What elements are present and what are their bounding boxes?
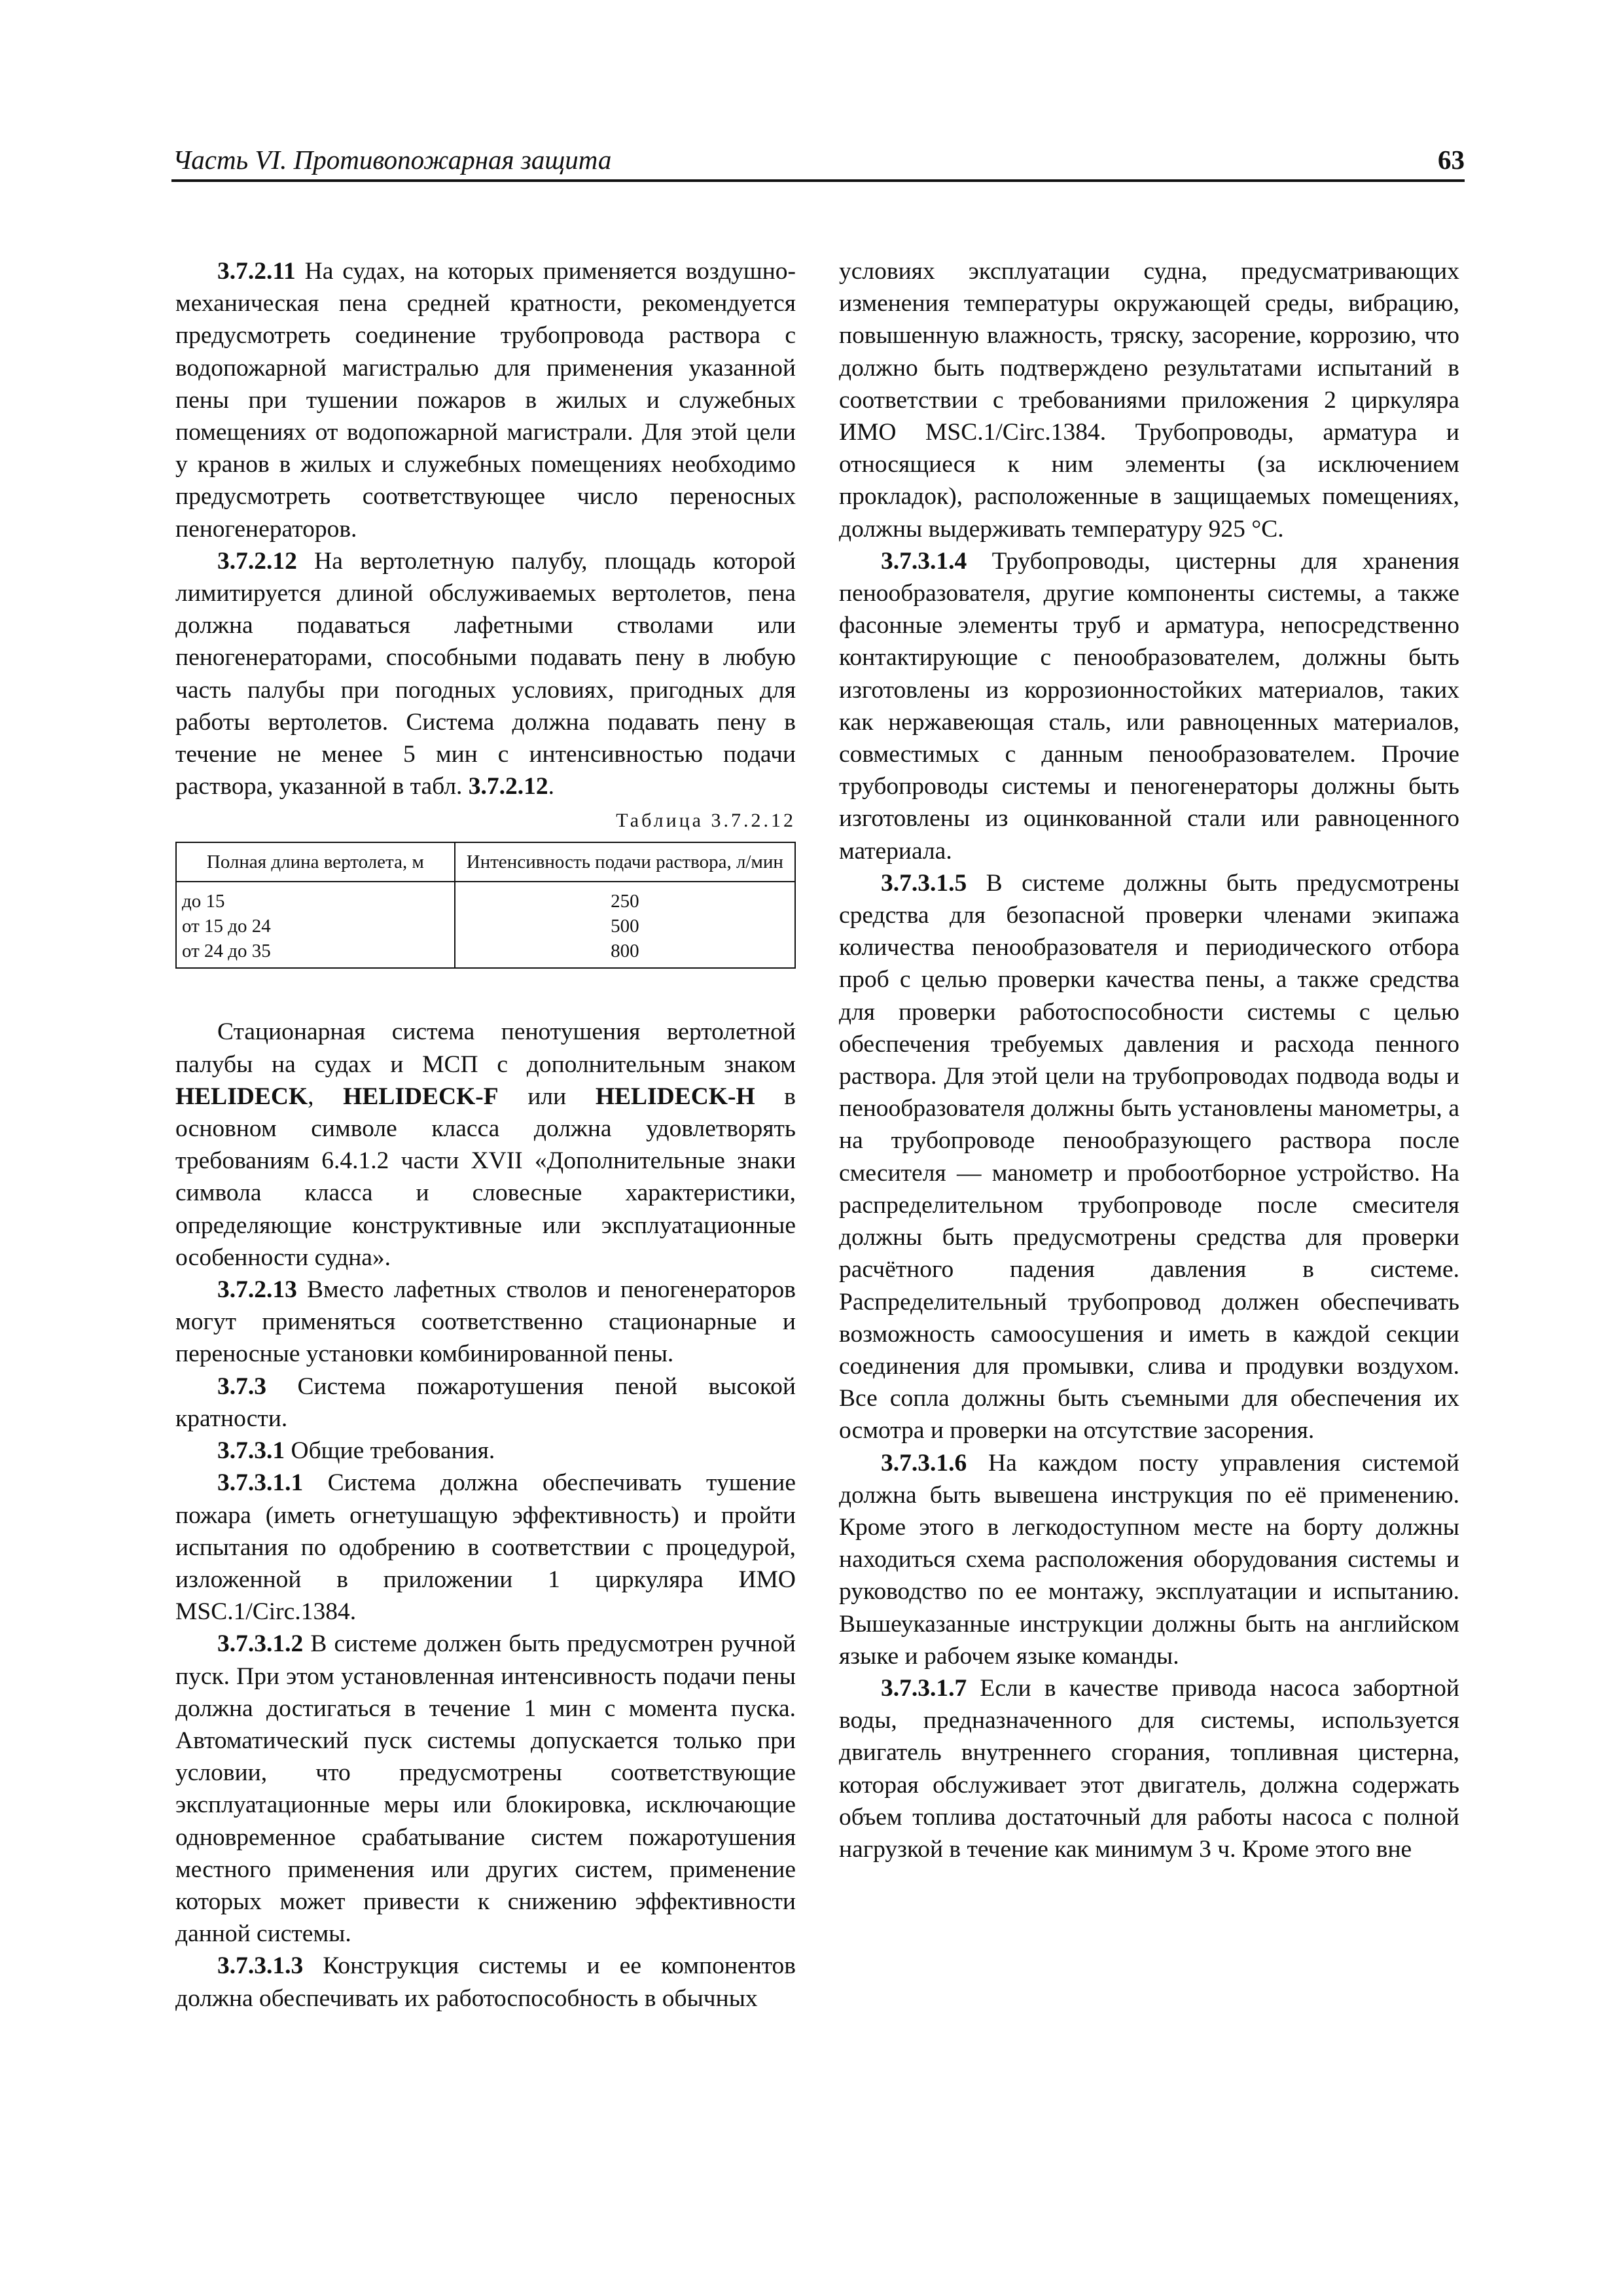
- paragraph-helideck: Стационарная система пенотушения вертолетной палубы на судах и МСП с дополнительным знаком HELIDECK, HELIDECK-F или HELIDECK-H в основном символе класса должна удовлетворять требованиям 6.4.1.2 части XVII «Дополнительные знаки символа класса и словесные характеристики, определяющие конструктивные или эксплуатационные особенности судна».: [175, 1018, 796, 1271]
- running-title: Часть VI. Противопожарная защита: [173, 145, 612, 175]
- column-header-length: Полная длина вертолета, м: [176, 842, 455, 882]
- cell-rate: 250: [455, 882, 795, 914]
- clause-number: 3.7.2.12: [217, 547, 297, 575]
- paragraph-3-7-3-1-1: [175, 1467, 796, 1628]
- paragraph-text: На вертолетную палубу, площадь которой лимитируется длиной обслуживаемых вертолетов, пена должна подаваться лафетными стволами или пеногенераторами, способными подавать пену в любую часть палубы при погодных условиях, пригодных для работы вертолетов. Система должна подавать пену в течение не менее 5 мин с интенсивностью подачи раствора, указанной в табл.: [175, 547, 796, 800]
- paragraph-text: Система пожаротушения пеной высокой кратности.: [175, 1372, 796, 1432]
- clause-number: 3.7.3.1.1: [217, 1469, 304, 1497]
- paragraph-3-7-2-11: [175, 255, 796, 545]
- paragraph-3-7-3-1: [175, 1435, 796, 1467]
- paragraph-text: На каждом посту управления системой должна быть вывешена инструкция по её применению. Кроме этого в легкодоступном месте на борту должны находиться схема расположения оборудования системы и руководство по ее монтажу, эксплуатации и испытанию. Вышеуказанные инструкции должны быть на английском языке и рабочем языке команды.: [839, 1449, 1459, 1670]
- paragraph-3-7-3-1-7: [839, 1672, 1459, 1865]
- paragraph-text: В системе должен быть предусмотрен ручной пуск. При этом установленная интенсивность подачи пены должна достигаться в течение 1 мин с момента пуска. Автоматический пуск системы допускается только при условии, что предусмотрены соответствующие эксплуатационные меры или блокировка, исключающие одновременное срабатывание систем пожаротушения местного применения или других систем, применение которых может привести к снижению эффективности данной системы.: [175, 1630, 796, 1948]
- paragraph-text: Конструкция системы и ее компонентов должна обеспечивать их работоспособность в обычных: [175, 1952, 796, 2012]
- paragraph-3-7-3-1-6: [839, 1447, 1459, 1672]
- clause-number: 3.7.3.1.4: [881, 547, 967, 575]
- table-row: [176, 939, 795, 968]
- paragraph-3-7-3-1-3: [175, 1950, 796, 2014]
- paragraph-3-7-3-1-5: [839, 867, 1459, 1447]
- clause-number: 3.7.3.1.6: [881, 1449, 967, 1477]
- paragraph-continuation: [839, 255, 1459, 545]
- helicopter-foam-table: [175, 842, 796, 969]
- paragraph-text: Общие требования.: [285, 1437, 495, 1465]
- cell-rate: 500: [455, 914, 795, 939]
- paragraph-3-7-3-1-4: [839, 545, 1459, 867]
- cell-rate: 800: [455, 939, 795, 968]
- table-caption: Таблица 3.7.2.12: [616, 810, 796, 832]
- clause-number: 3.7.3: [217, 1372, 266, 1400]
- mark-helideck-f: HELIDECK-F: [343, 1083, 499, 1110]
- table-row: [176, 882, 795, 914]
- paragraph-text: Система должна обеспечивать тушение пожара (иметь огнетушащую эффективность) и пройти испытания по одобрению в соответствии с процедурой, изложенной в приложении 1 циркуляра ИМО MSC.1/Circ.1384.: [175, 1469, 796, 1626]
- paragraph-text: На судах, на которых применяется воздушно-механическая пена средней кратности, рекомендуется предусмотреть соединение трубопровода раствора с водопожарной магистралью для применения указанной пены при тушении пожаров в жилых и служебных помещениях от водопожарной магистрали. Для этой цели у кранов в жилых и служебных помещениях необходимо предусмотреть соответствующее число переносных пеногенераторов.: [175, 258, 796, 543]
- page-number: 63: [1438, 145, 1465, 175]
- paragraph-3-7-3-1-2: [175, 1628, 796, 1950]
- mark-helideck-h: HELIDECK-H: [595, 1083, 755, 1110]
- clause-number: 3.7.3.1: [217, 1437, 285, 1465]
- clause-number: 3.7.3.1.2: [217, 1630, 304, 1658]
- column-header-rate: Интенсивность подачи раствора, л/мин: [455, 842, 795, 882]
- paragraph-text: Вместо лафетных стволов и пеногенераторов могут применяться соответственно стационарные и переносные установки комбинированной пены.: [175, 1276, 796, 1368]
- cell-length: от 24 до 35: [176, 939, 455, 968]
- mark-helideck: HELIDECK: [175, 1083, 308, 1110]
- page-header: [171, 145, 1465, 182]
- paragraph-3-7-2-12: 3.7.2.12 На вертолетную палубу, площадь которой лимитируется длиной обслуживаемых вертолетов, пена должна подаваться лафетными стволами или пеногенераторами, способными подавать пену в любую часть палубы при погодных условиях, пригодных для работы вертолетов. Система должна подавать пену в течение не менее 5 мин с интенсивностью подачи раствора, указанной в табл. 3.7.2.12.: [175, 547, 796, 800]
- table-row: [176, 914, 795, 939]
- clause-number: 3.7.3.1.7: [881, 1674, 967, 1702]
- paragraph-text: Если в качестве привода насоса забортной воды, предназначенного для системы, используется двигатель внутреннего сгорания, топливная цистерна, которая обслуживает этот двигатель, должна содержать объем топлива достаточный для работы насоса с полной нагрузкой в течение как минимум 3 ч. Кроме этого вне: [839, 1674, 1459, 1863]
- paragraph-3-7-2-13: [175, 1274, 796, 1371]
- clause-number: 3.7.2.11: [217, 258, 296, 285]
- right-column: [839, 255, 1459, 1865]
- table-reference: 3.7.2.12: [468, 773, 548, 800]
- cell-length: от 15 до 24: [176, 914, 455, 939]
- clause-number: 3.7.2.13: [217, 1276, 297, 1304]
- paragraph-3-7-3: [175, 1371, 796, 1435]
- left-column: [175, 255, 796, 2015]
- table-header-row: [176, 842, 795, 882]
- clause-number: 3.7.3.1.5: [881, 869, 967, 897]
- cell-length: до 15: [176, 882, 455, 914]
- clause-number: 3.7.3.1.3: [217, 1952, 304, 1980]
- paragraph-text: условиях эксплуатации судна, предусматривающих изменения температуры окружающей среды, вибрацию, повышенную влажность, тряску, засорение, коррозию, что должно быть подтверждено результатами испытаний в соответствии с требованиями приложения 2 циркуляра ИМО MSC.1/Circ.1384. Трубопроводы, арматура и относящиеся к ним элементы (за исключением прокладок), расположенные в защищаемых помещениях, должны выдерживать температуру 925 °С.: [839, 258, 1459, 543]
- paragraph-text: Трубопроводы, цистерны для хранения пенообразователя, другие компоненты системы, а также фасонные элементы труб и арматура, непосредственно контактирующие с пенообразователем, должны быть изготовлены из коррозионностойких материалов, таких как нержавеющая сталь, или равноценных материалов, совместимых с данным пенообразователем. Прочие трубопроводы системы и пеногенераторы должны быть изготовлены из оцинкованной стали или равноценного материала.: [839, 547, 1459, 865]
- paragraph-text: В системе должны быть предусмотрены средства для безопасной проверки членами экипажа количества пенообразователя и периодического отбора проб с целью проверки качества пены, а также средства для проверки работоспособности системы с целью обеспечения требуемых давления и расхода пенного раствора. Для этой цели на трубопроводах подвода воды и пенообразователя должны быть установлены манометры, а на трубопроводе пенообразующего раствора после смесителя — манометр и пробоотборное устройство. На распределительном трубопроводе после смесителя должны быть предусмотрены средства для проверки расчётного падения давления в системе. Распределительный трубопровод должен обеспечивать возможность самоосушения и иметь в каждой секции соединения для промывки, слива и продувки воздухом. Все сопла должны быть съемными для обеспечения их осмотра и проверки на отсутствие засорения.: [839, 869, 1459, 1444]
